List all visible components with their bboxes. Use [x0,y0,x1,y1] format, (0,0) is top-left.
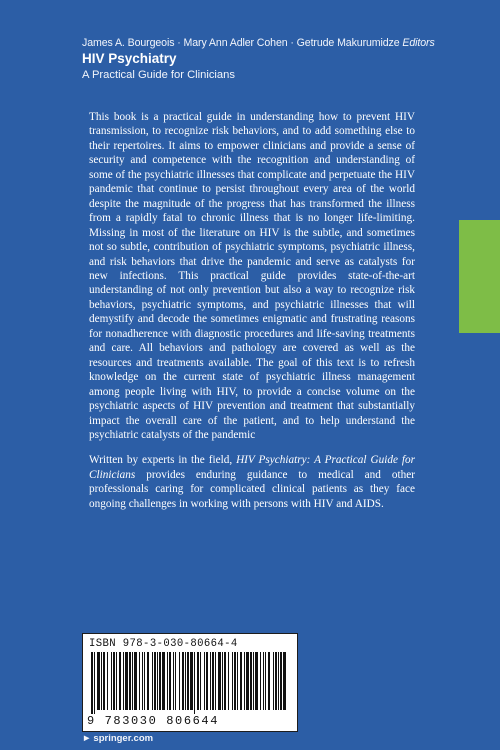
barcode-bar [218,652,221,710]
barcode-bar [132,652,133,710]
barcode-bar [116,652,117,710]
barcode-bar [185,652,186,710]
barcode-bar [111,652,112,710]
barcode-icon [89,652,291,714]
barcode-bar [159,652,161,710]
barcode-bar [194,652,195,714]
barcode-bar [119,652,121,710]
barcode-bar [206,652,208,710]
barcode-bar [142,652,143,710]
barcode-bar [94,652,95,714]
barcode-box [82,633,298,732]
barcode-bar [228,652,229,710]
barcode-bar [182,652,184,710]
barcode-bar [224,652,226,710]
barcode-bar [91,652,93,714]
barcode-bar [280,652,282,710]
barcode-bar [265,652,266,710]
blurb-paragraph-2-prefix: Written by experts in the field, [89,454,237,467]
blurb-paragraph-2 [89,453,415,511]
barcode-bar [179,652,180,710]
blurb-paragraph-2-suffix: provides enduring guidance to medical and other professionals caring for complicated clinical patients as they face ongoing challenges in working with persons with HIV and AIDS. [89,468,415,510]
barcode-bar [154,652,156,710]
barcode-bar [147,652,149,710]
barcode-bar [263,652,264,710]
isbn-label: ISBN 978-3-030-80664-4 [89,638,238,650]
barcode-bar [157,652,158,710]
barcode-bar [222,652,223,710]
barcode-bar [244,652,245,710]
barcode-bar [255,652,258,710]
barcode-bar [123,652,124,710]
barcode-bar [169,652,171,710]
book-title: HIV Psychiatry [82,51,177,66]
barcode-bar [210,652,211,710]
barcode-bar [215,652,216,710]
barcode-bar [190,652,193,710]
barcode-bar [134,652,137,710]
arrow-right-icon: ► [82,733,92,744]
barcode-bar [197,652,199,710]
publisher-url: springer.com [93,733,154,744]
barcode-bar [240,652,242,710]
barcode-bar [246,652,249,710]
book-subtitle: A Practical Guide for Clinicians [82,69,235,81]
blurb-book-title-italic: HIV Psychiatry: A Practical Guide for Clinicians [89,454,415,481]
barcode-bar [139,652,140,710]
ean-digits: 9 783030 806644 [87,714,220,728]
barcode-bar [232,652,233,710]
barcode-bar [268,652,270,710]
barcode-bar [162,652,165,710]
barcode-bar [129,652,131,710]
barcode-bar [275,652,277,710]
barcode-bar [212,652,214,710]
editors-role: Editors [402,37,435,49]
green-accent-tab [459,220,500,333]
barcode-bar [278,652,279,710]
blurb [89,110,415,511]
barcode-bar [200,652,201,710]
barcode-bar [187,652,189,710]
barcode-bar [107,652,108,710]
barcode-bar [253,652,254,710]
barcode-bar [101,652,102,710]
barcode-bar [175,652,176,710]
barcode-bar [204,652,205,710]
barcode-bar [237,652,238,710]
publisher-link[interactable] [82,733,153,744]
barcode-bar [113,652,115,710]
barcode-bar [173,652,174,710]
barcode-bar [144,652,145,710]
barcode-bar [273,652,274,710]
barcode-bar [152,652,153,710]
editors-line [82,37,435,49]
barcode-bar [234,652,236,710]
barcode-bar [97,652,100,710]
barcode-bar [167,652,168,710]
barcode-bar [260,652,261,710]
barcode-bar [103,652,105,710]
barcode-bar [250,652,252,710]
blurb-paragraph-1: This book is a practical guide in understanding how to prevent HIV transmission, to recognize risk behaviors, and to add something else to their repertoires. It aims to empower clinicians and provide a sense of security and competence with the recognition and understanding of some of the psychiatric illnesses that complicate and perpetuate the HIV pandemic that continue to persist throughout every area of the world despite the magnitude of the progress that has transformed the illness from a rapidly fatal to chronic illness that is no longer life-limiting. Missing in most of the literature on HIV is the subtle, and sometimes not so subtle, contribution of psychiatric symptoms, psychiatric illness, and risk behaviors that drive the pandemic and serve as catalysts for new infections. This practical guide provides state-of-the-art understanding of not only prevention but also a way to recognize risk behaviors, psychiatric symptoms, and psychiatric illnesses that will demystify and decode the sometimes enigmatic and frustrating reasons for nonadherence with diagnostic procedures and life-saving treatments and care. All behaviors and pathology are covered as well as the resources and treatments available. The goal of this text is to refresh knowledge on the current state of psychiatric illness management among people living with HIV, to provide a concise volume on the psychiatric aspects of HIV prevention and treatment that substantially impact the overall care of the patient, and to help understand the psychiatric catalysts of the pandemic [89,111,415,441]
editors-names: James A. Bourgeois · Mary Ann Adler Cohen · Getrude Makurumidze [82,37,400,49]
barcode-bar [283,652,286,710]
barcode-bar [125,652,128,710]
